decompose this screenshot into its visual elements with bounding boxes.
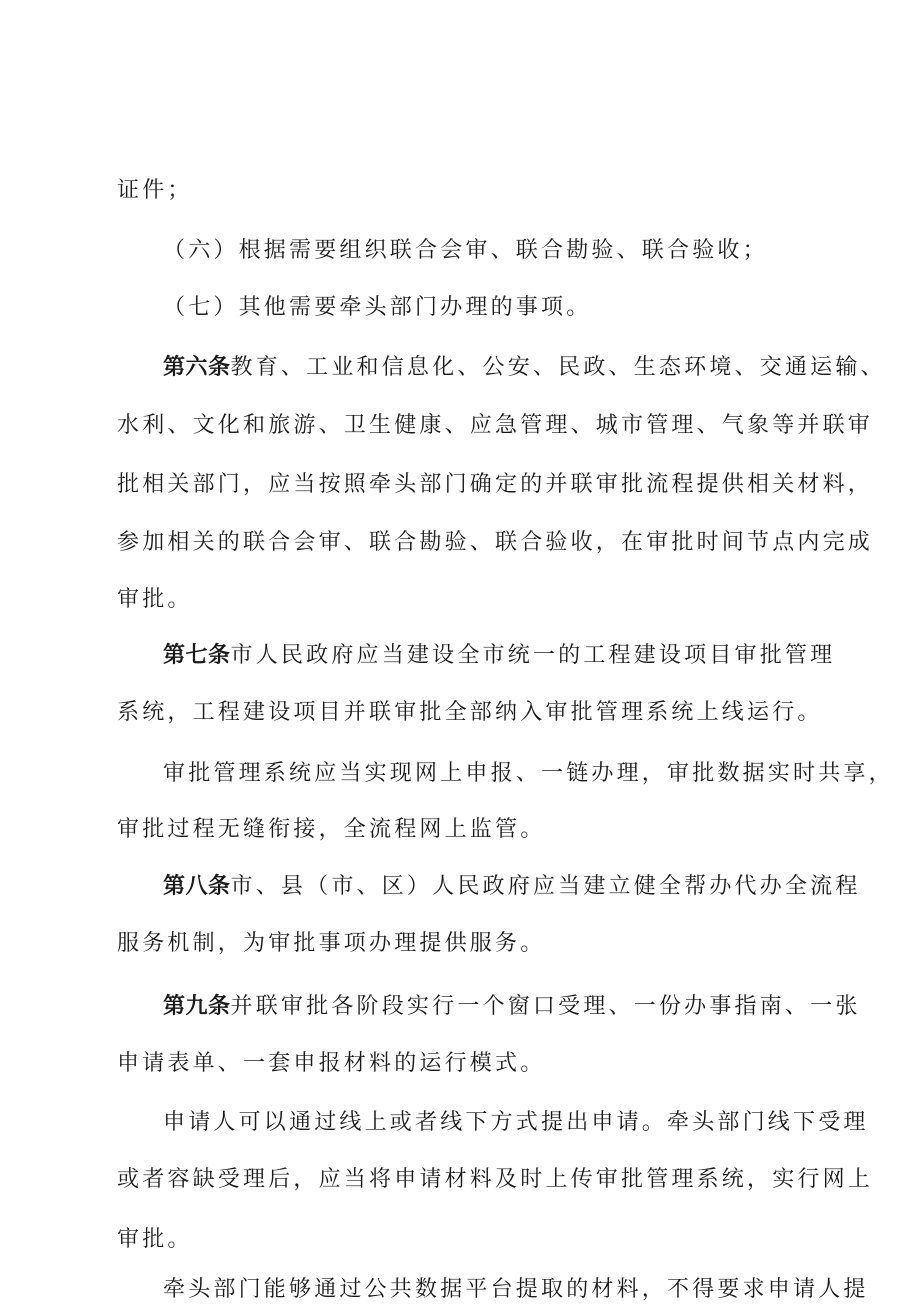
text-line: 系统，工程建设项目并联审批全部纳入审批管理系统上线运行。 [117, 700, 823, 725]
text-line: 申请表单、一套申报材料的运行模式。 [117, 1051, 546, 1076]
text-line-item-6: （六）根据需要组织联合会审、联合勘验、联合验收； [163, 238, 768, 263]
text-line: 水利、文化和旅游、卫生健康、应急管理、城市管理、气象等并联审 [117, 413, 874, 438]
text-line: 审批管理系统应当实现网上申报、一链办理，审批数据实时共享， [163, 761, 894, 786]
article-6-first-line [163, 353, 886, 383]
text-line: 参加相关的联合会审、联合勘验、联合验收，在审批时间节点内完成 [117, 530, 874, 555]
text-line: 证件； [117, 178, 193, 203]
text-line: 审批。 [117, 1227, 193, 1252]
text-line: 审批过程无缝衔接，全流程网上监管。 [117, 817, 546, 842]
text-line-item-7: （七）其他需要牵头部门办理的事项。 [163, 295, 592, 320]
article-8-heading: 第八条 [163, 874, 231, 899]
text-line: 审批。 [117, 587, 193, 612]
article-7-text: 市人民政府应当建设全市统一的工程建设项目审批管理 [230, 643, 836, 668]
article-6-text: 教育、工业和信息化、公安、民政、生态环境、交通运输、 [230, 355, 886, 380]
text-line: 批相关部门，应当按照牵头部门确定的并联审批流程提供相关材料， [117, 472, 874, 497]
text-line: 牵头部门能够通过公共数据平台提取的材料，不得要求申请人提 [163, 1277, 869, 1302]
article-9-first-line [163, 992, 861, 1022]
article-7-first-line [163, 641, 835, 671]
article-8-text: 市、县（市、区）人民政府应当建立健全帮办代办全流程 [230, 874, 861, 899]
article-9-heading: 第九条 [163, 994, 231, 1019]
article-7-heading: 第七条 [163, 643, 231, 668]
article-8-first-line [163, 872, 861, 902]
text-line: 或者容缺受理后，应当将申请材料及时上传审批管理系统，实行网上 [117, 1167, 874, 1192]
article-9-text: 并联审批各阶段实行一个窗口受理、一份办事指南、一张 [230, 994, 861, 1019]
article-6-heading: 第六条 [163, 355, 231, 380]
text-line: 申请人可以通过线上或者线下方式提出申请。牵头部门线下受理 [163, 1110, 869, 1135]
text-line: 服务机制，为审批事项办理提供服务。 [117, 931, 546, 956]
